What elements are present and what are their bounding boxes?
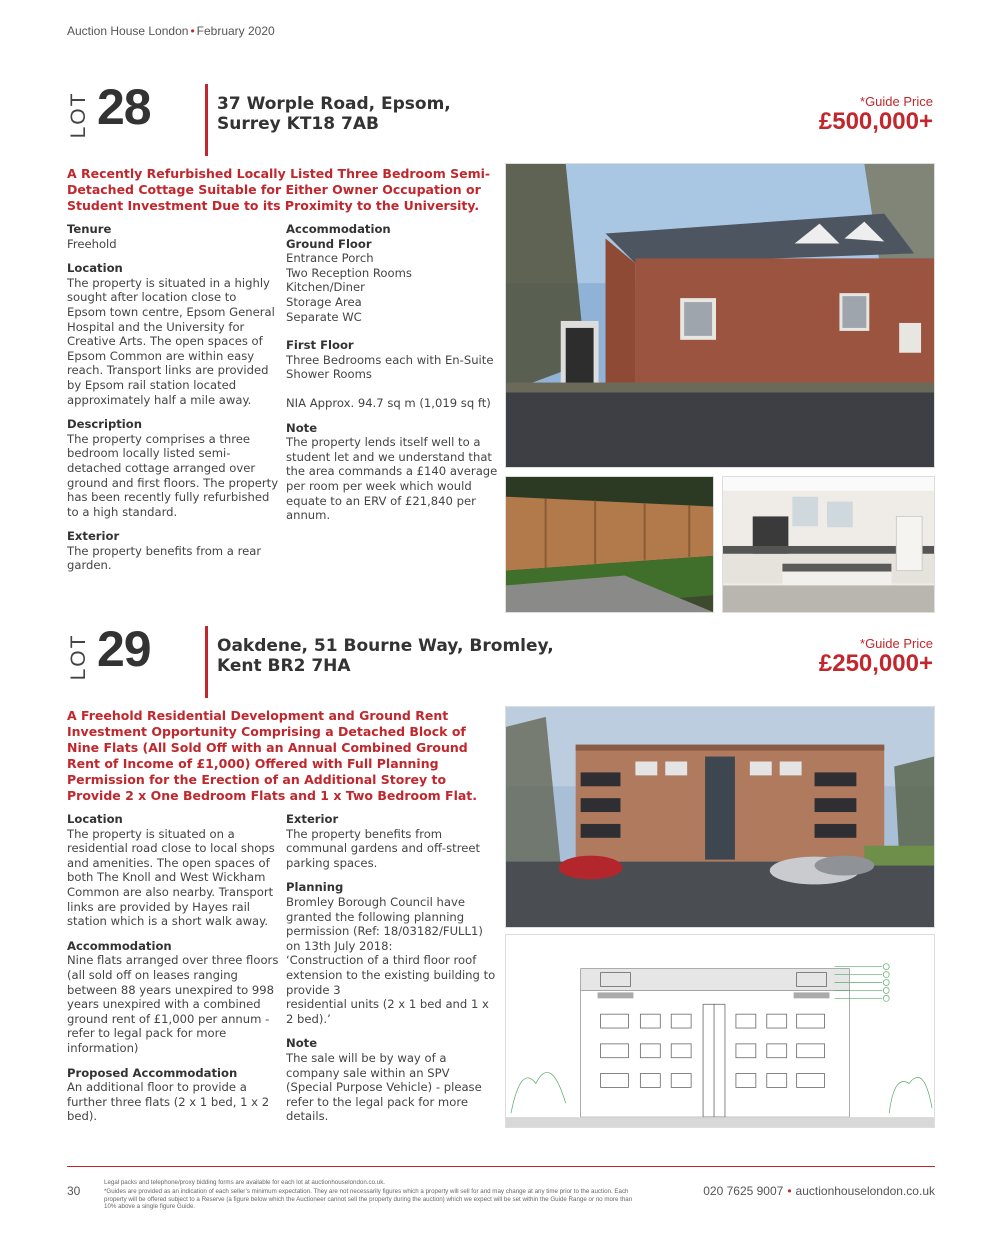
note-text: The sale will be by way of a company sale within an SPV (Special Purpose Vehicle) - please refer to the legal pack for more details. bbox=[286, 1050, 482, 1124]
planning-quote-continued: residential units (2 x 1 bed and 1 x 2 bed).’ bbox=[286, 997, 489, 1026]
note-text: The property lends itself well to a student let and we understand that the area commands a £140 average per room per week which would equate to an ERV of £21,840 per annum. bbox=[286, 435, 498, 523]
description-heading: Description bbox=[67, 417, 142, 432]
footer-rule bbox=[67, 1166, 935, 1167]
accommodation-heading: Accommodation bbox=[67, 938, 172, 953]
first-floor-text: Three Bedrooms each with En-Suite Shower Rooms bbox=[286, 352, 494, 382]
lot-29-lead: A Freehold Residential Development and Ground Rent Investment Opportunity Comprising a Detached Block of Nine Flats (All Sold Off with an Annual Combined Ground Rent of Income of £1,000) Offered with Full Planning Permission for the Erection of an Additional Storey to Provide 2 x One Bedroom Flats and 1 x Two Bedroom Flat. bbox=[67, 708, 478, 803]
nia-text: NIA Approx. 94.7 sq m (1,019 sq ft) bbox=[286, 395, 491, 410]
phone-number[interactable]: 020 7625 9007 bbox=[703, 1184, 784, 1198]
description-text: The property comprises a three bedroom locally listed semi-detached cottage arranged over ground and first floors. The property has been recently fully refurbished to a high standard. bbox=[67, 431, 279, 519]
guide-price: £500,000+ bbox=[818, 108, 933, 135]
ground-floor-item: Kitchen/Diner bbox=[286, 280, 365, 295]
separator-dot: • bbox=[787, 1184, 792, 1198]
lot-29-left-column bbox=[67, 812, 279, 1134]
page-number: 30 bbox=[67, 1184, 81, 1198]
lot-divider bbox=[205, 84, 208, 156]
ground-floor-heading: Ground Floor bbox=[286, 236, 372, 251]
lot-28-right-column bbox=[286, 222, 498, 533]
lot-28-left-column bbox=[67, 222, 279, 583]
footer-contact bbox=[703, 1184, 935, 1198]
location-heading: Location bbox=[67, 812, 123, 826]
lot-address: Oakdene, 51 Bourne Way, Bromley, Kent BR2 7HA bbox=[217, 636, 554, 676]
guide-price-label: *Guide Price bbox=[860, 94, 933, 109]
note-heading: Note bbox=[286, 420, 318, 435]
flats-exterior-photo bbox=[505, 706, 935, 928]
issue-date: February 2020 bbox=[196, 24, 275, 38]
exterior-text: The property benefits from communal gardens and off-street parking spaces. bbox=[286, 826, 481, 870]
guide-price-label: *Guide Price bbox=[860, 636, 933, 651]
lot-divider bbox=[205, 626, 208, 698]
lot-number: 29 bbox=[97, 621, 151, 677]
location-text: The property is situated on a residential road close to local shops and amenities. The open spaces of both The Knoll and West Wickham Common are also nearby. Transport links are provided by Hayes rail station which is a short walk away. bbox=[67, 826, 275, 929]
ground-floor-item: Entrance Porch bbox=[286, 251, 374, 266]
location-text: The property is situated in a highly sought after location close to Epsom town centre, Epsom General Hospital and the University for Creative Arts. The open spaces of Epsom Common are within easy reach. Transport links are provided by Epsom rail station located approximately half a mile away. bbox=[67, 275, 275, 407]
ground-floor-item: Separate WC bbox=[286, 309, 362, 324]
exterior-heading: Exterior bbox=[67, 529, 120, 544]
first-floor-heading: First Floor bbox=[286, 338, 354, 353]
separator-dot: • bbox=[190, 24, 195, 38]
proposed-accommodation-heading: Proposed Accommodation bbox=[67, 1065, 238, 1080]
garden-photo bbox=[505, 476, 714, 613]
lot-28-lead: A Recently Refurbished Locally Listed Three Bedroom Semi-Detached Cottage Suitable for Either Owner Occupation or Student Investment Due to its Proximity to the University. bbox=[67, 166, 491, 213]
guide-price: £250,000+ bbox=[818, 650, 933, 677]
cottage-exterior-photo bbox=[505, 163, 935, 468]
tenure-text: Freehold bbox=[67, 236, 117, 251]
tenure-heading: Tenure bbox=[67, 222, 112, 236]
accommodation-heading: Accommodation bbox=[286, 222, 391, 236]
planning-heading: Planning bbox=[286, 880, 344, 895]
location-heading: Location bbox=[67, 261, 123, 276]
legal-notice: Legal packs and telephone/proxy bidding forms are available for each lot at auctionhouselondon.co.uk. *Guides are provided as an indication of each seller’s minimum expectation. They are not necessarily figures which a property will sell for and may change at any time prior to the auction. Each property will be offered subject to a Reserve (a figure below which the Auctioneer cannot sell the property during the auction) which we expect will be set within the Guide Range or no more than 10% above a single figure Guide. bbox=[104, 1179, 633, 1211]
proposed-accommodation-text: An additional floor to provide a further three flats (2 x 1 bed, 1 x 2 bed). bbox=[67, 1080, 270, 1124]
lot-address: 37 Worple Road, Epsom, Surrey KT18 7AB bbox=[217, 94, 451, 134]
running-header bbox=[67, 24, 275, 38]
lot-number: 28 bbox=[97, 79, 151, 135]
proposed-elevation-drawing bbox=[505, 934, 935, 1128]
accommodation-text: Nine flats arranged over three floors (all sold off on leases ranging between 88 years unexpired to 998 years unexpired with a combined ground rent of £1,000 per annum - refer to legal pack for more information) bbox=[67, 953, 279, 1055]
planning-quote: ‘Construction of a third floor roof extension to the existing building to provide 3 bbox=[286, 953, 496, 997]
lot-29-right-column bbox=[286, 812, 498, 1134]
publisher-name: Auction House London bbox=[67, 24, 189, 38]
planning-text: Bromley Borough Council have granted the following planning permission (Ref: 18/03182/FULL1) on 13th July 2018: bbox=[286, 894, 483, 953]
lot-label: LOT bbox=[67, 91, 90, 139]
website-link[interactable]: auctionhouselondon.co.uk bbox=[795, 1184, 935, 1198]
exterior-heading: Exterior bbox=[286, 812, 339, 826]
exterior-text: The property benefits from a rear garden. bbox=[67, 543, 262, 573]
lot-label: LOT bbox=[67, 633, 90, 681]
ground-floor-item: Storage Area bbox=[286, 294, 362, 309]
note-heading: Note bbox=[286, 1036, 318, 1051]
kitchen-photo bbox=[722, 476, 935, 613]
ground-floor-item: Two Reception Rooms bbox=[286, 265, 412, 280]
